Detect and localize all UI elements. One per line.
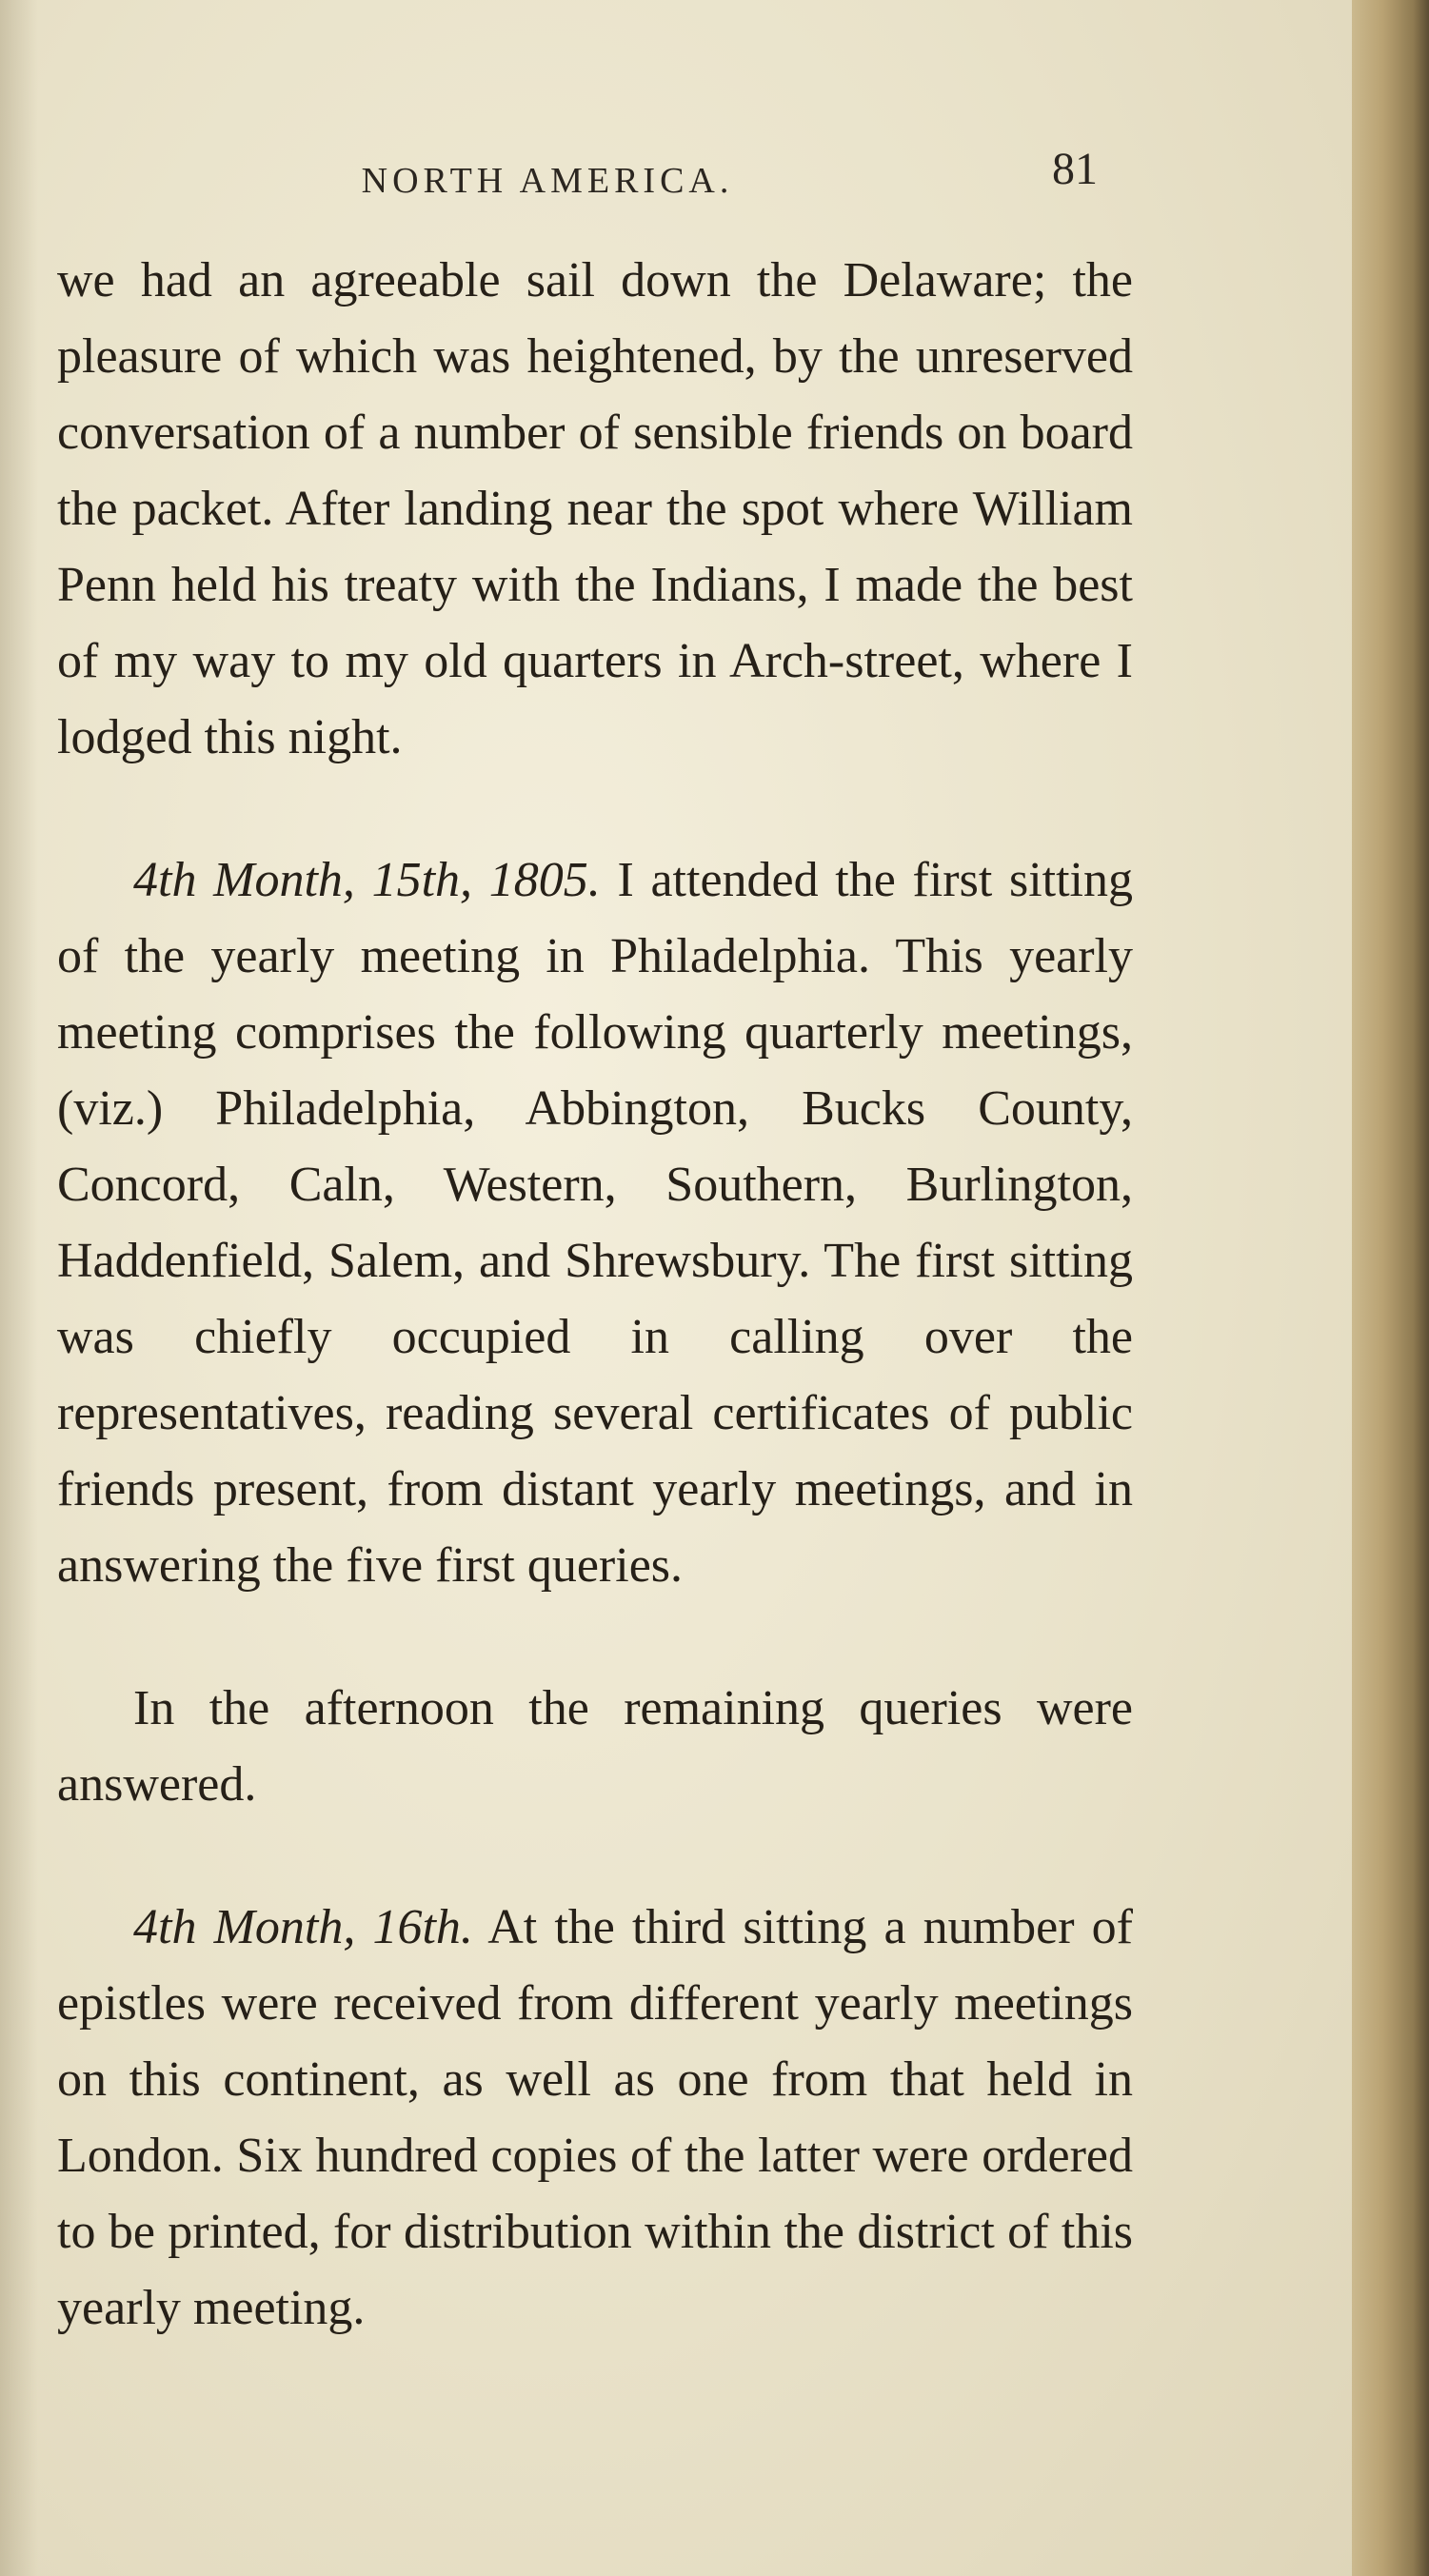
paragraph-text: we had an agreeable sail down the Delaware; the pleasure of which was heightened, by the unreserved conversation of a number of sensible friends on board the packet. After landing near the spot where William Penn held his treaty with the Indians, I made the best of my way to my old quarters in Arch-street, where I lodged this night. [57, 253, 1133, 764]
paragraph-text: In the afternoon the remaining queries were answered. [57, 1681, 1133, 1812]
entry-date: 4th Month, 16th. [133, 1900, 473, 1954]
entry-date: 4th Month, 15th, 1805. [133, 853, 601, 907]
page-edge [1352, 0, 1429, 2576]
running-head: NORTH AMERICA. [361, 161, 734, 201]
paragraph [57, 1671, 1133, 1823]
paragraph-text: At the third sitting a number of epistles were received from different yearly meetings on this continent, as well as one from that held in London. Six hundred copies of the latter were ordered to be printed, for distribution within the district of this yearly meeting. [57, 1900, 1133, 2335]
paragraph [57, 243, 1133, 776]
body-text [57, 243, 1133, 2347]
paragraph [57, 1890, 1133, 2347]
gutter-shadow [0, 0, 38, 2576]
paragraph-text: I attended the first sitting of the yearly meeting in Philadelphia. This yearly meeting comprises the following quarterly meetings, (viz.) Philadelphia, Abbington, Bucks County, Concord, Caln, Western, Southern, Burlington, Haddenfield, Salem, and Shrewsbury. The first sitting was chiefly occupied in calling over the representatives, reading several certificates of public friends present, from distant yearly meetings, and in answering the five first queries. [57, 853, 1133, 1593]
page-number: 81 [1052, 144, 1098, 194]
paragraph [57, 842, 1133, 1604]
